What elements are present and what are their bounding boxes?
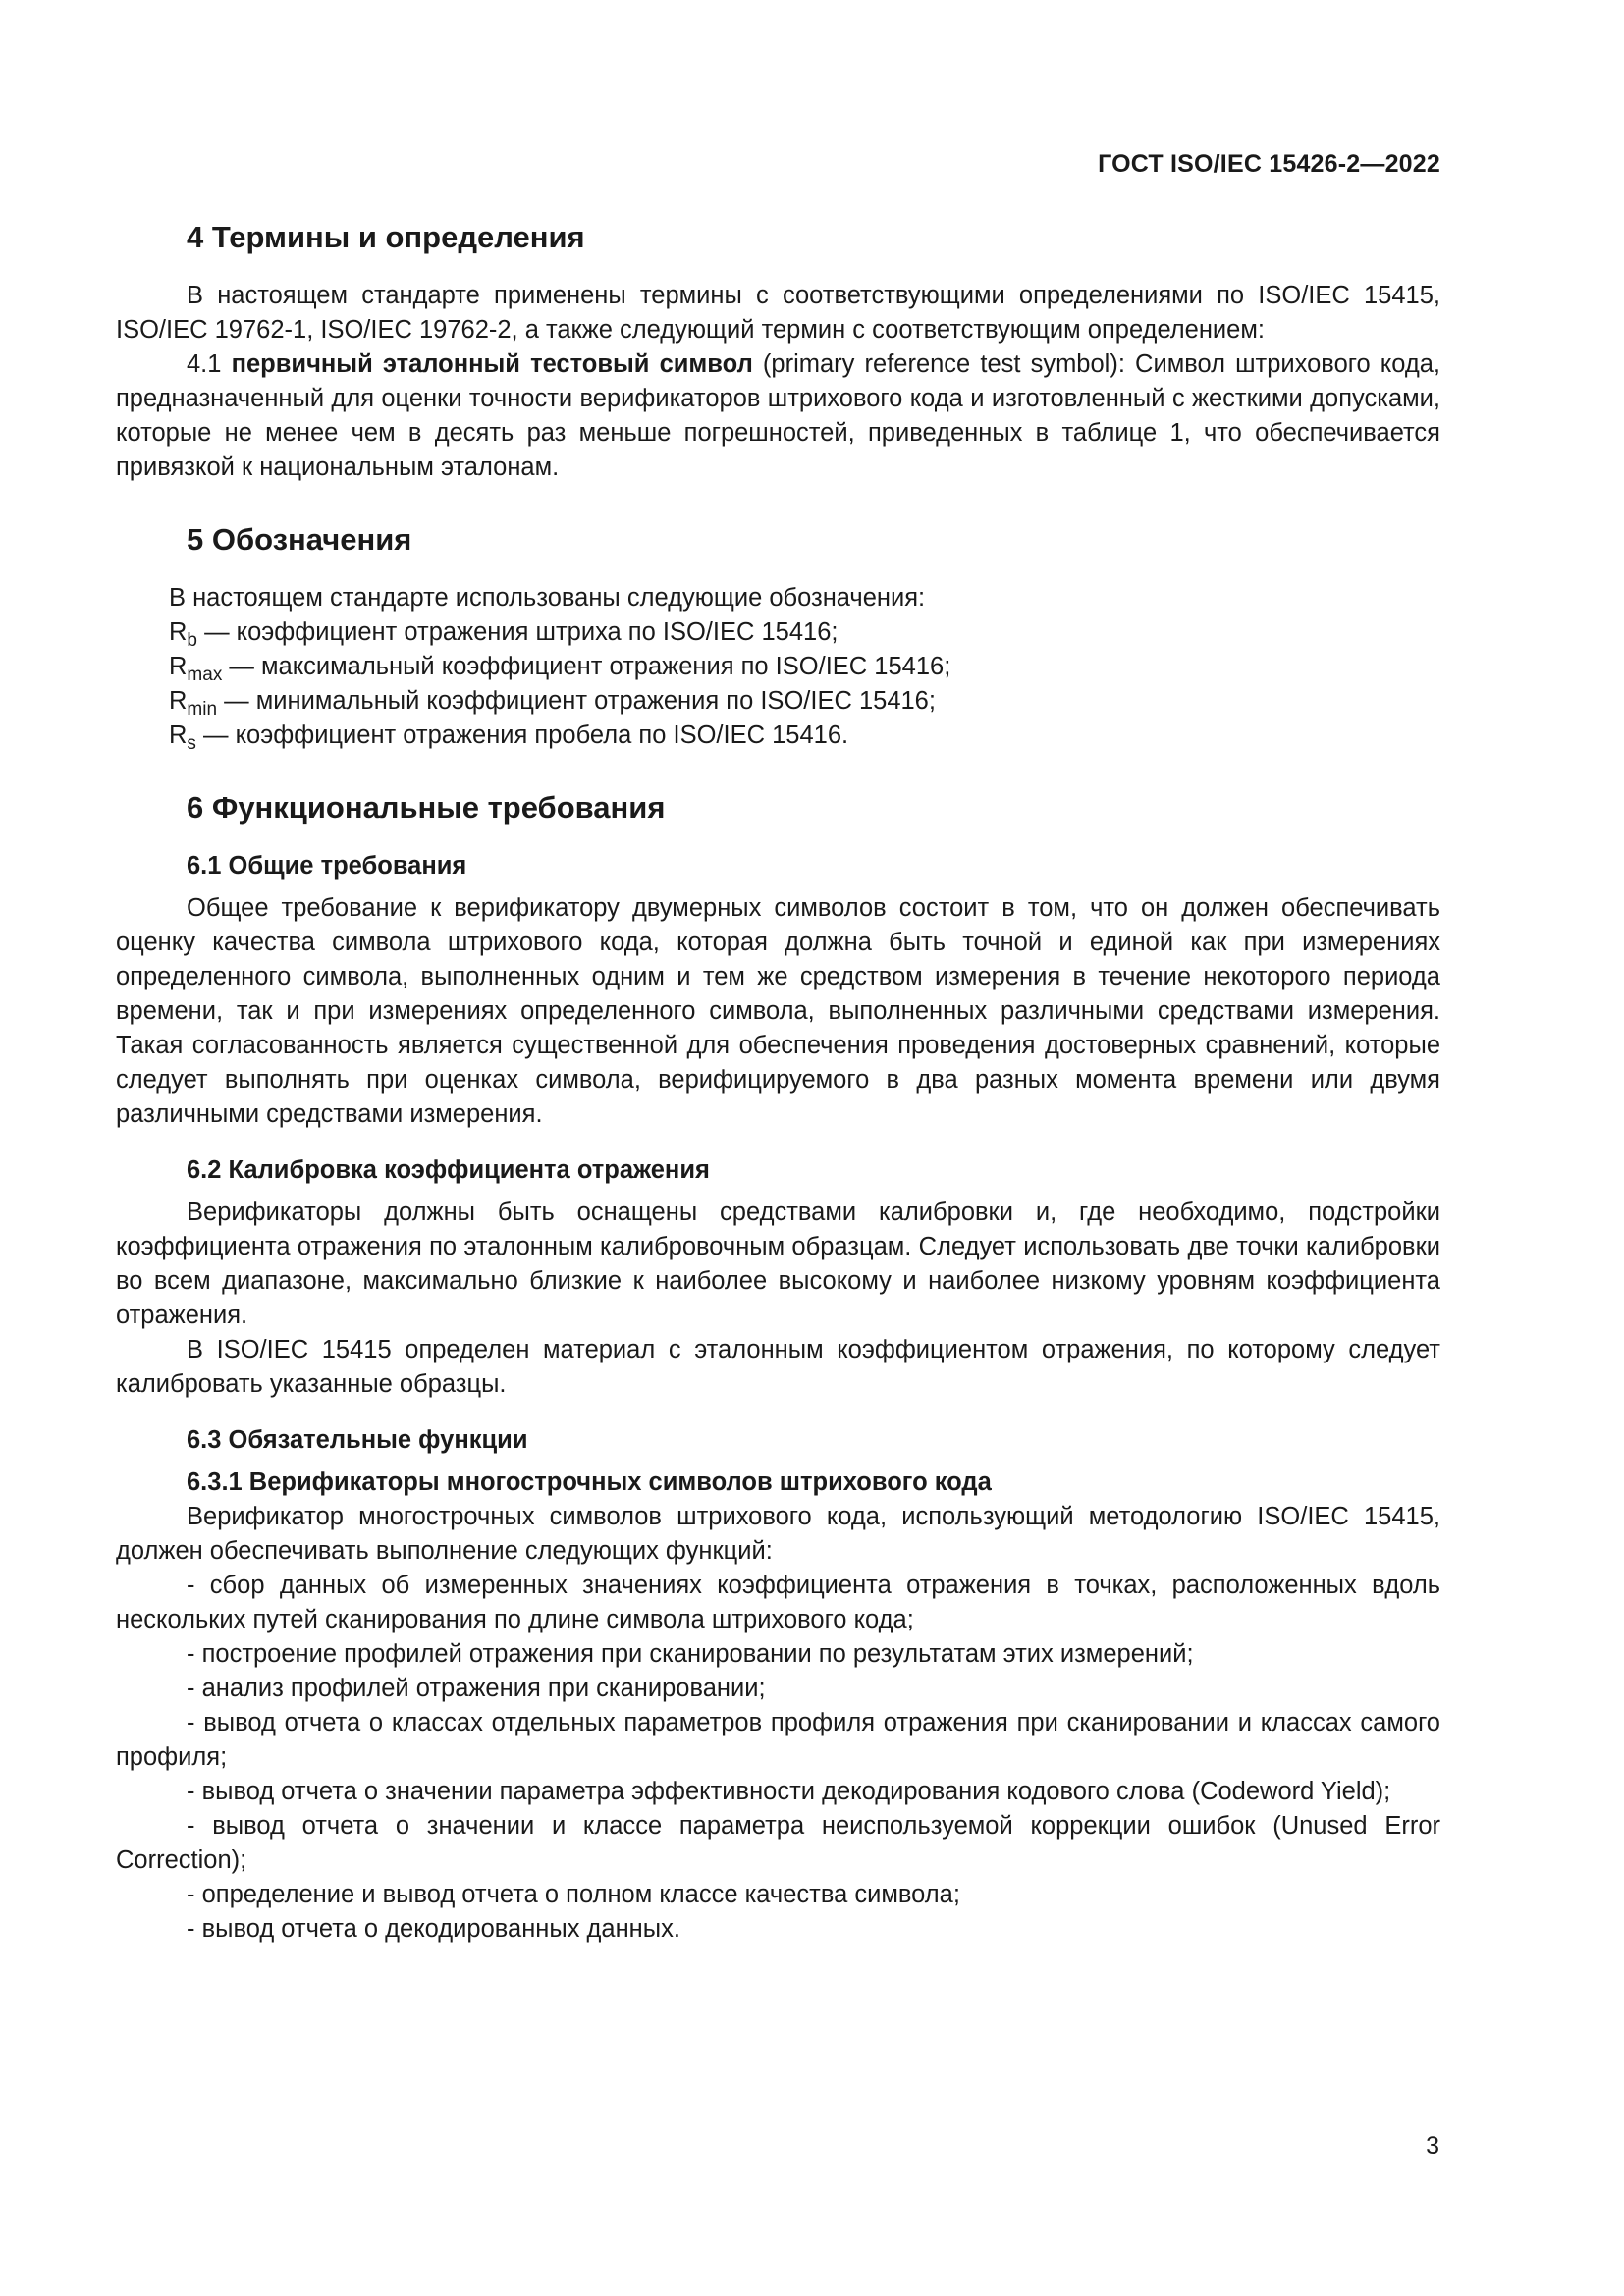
symbol-base: R — [169, 618, 188, 646]
subsection-6-1-text: Общее требование к верификатору двумерных символов состоит в том, что он должен обеспечивать оценку качества символа штрихового кода, которая должна быть точной и единой как при измерениях определенного символа, выполненных одним и тем же средством измерения в течение некоторого периода времени, так и при измерениях определенного символа, выполненных различными средствами измерения. Такая согласованность является существенной для обеспечения проведения достоверных сравнений, которые следует выполнять при оценках символа, верифицируемого в два разных момента времени или двумя различными средствами измерения. — [116, 894, 1440, 1128]
section-4-intro: В настоящем стандарте применены термины с соответствующими определениями по ISO/IEC 15415, ISO/IEC 19762-1, ISO/IEC 19762-2, а также следующий термин с соответствующим определением: — [116, 282, 1440, 344]
section-6-heading: 6 Функциональные требования — [187, 790, 666, 825]
function-list-item: - вывод отчета о классах отдельных параметров профиля отражения при сканировании и классах самого профиля; — [116, 1709, 1440, 1771]
symbol-item — [169, 615, 1440, 650]
section-5-heading: 5 Обозначения — [187, 522, 412, 557]
subsection-6-1-heading: 6.1 Общие требования — [187, 852, 467, 880]
symbol-base: R — [169, 653, 188, 680]
subsection-6-3-heading: 6.3 Обязательные функции — [187, 1426, 528, 1454]
section-5-intro: В настоящем стандарте использованы следующие обозначения: — [169, 584, 926, 612]
page-number: 3 — [1426, 2132, 1439, 2160]
symbol-base: R — [169, 687, 188, 715]
function-list-item: - вывод отчета о декодированных данных. — [187, 1915, 680, 1943]
function-list-item: - вывод отчета о значении параметра эффективности декодирования кодового слова (Codeword Yield); — [187, 1778, 1391, 1805]
function-list-item: - сбор данных об измеренных значениях коэффициента отражения в точках, расположенных вдоль нескольких путей сканирования по длине символа штрихового кода; — [116, 1572, 1440, 1633]
subsection-6-3-1-heading: 6.3.1 Верификаторы многострочных символов штрихового кода — [187, 1468, 992, 1496]
subsection-6-3-1-intro: Верификатор многострочных символов штрихового кода, использующий методологию ISO/IEC 15415, должен обеспечивать выполнение следующих функций: — [116, 1503, 1440, 1565]
function-list-item: - анализ профилей отражения при сканировании; — [187, 1675, 766, 1702]
subsection-6-2-heading: 6.2 Калибровка коэффициента отражения — [187, 1156, 710, 1184]
term-definition: (primary reference test symbol): Символ штрихового кода, предназначенный для оценки точности верификаторов штрихового кода и изготовленный с жесткими допусками, которые не менее чем в десять раз меньше погрешностей, приведенных в таблице 1, что обеспечивается привязкой к национальным эталонам. — [116, 350, 1440, 481]
function-list-item: - определение и вывод отчета о полном классе качества символа; — [187, 1881, 960, 1908]
symbol-item — [169, 684, 1440, 719]
symbol-definition: — коэффициент отражения пробела по ISO/IEC 15416. — [195, 721, 849, 749]
symbol-base: R — [169, 721, 188, 749]
symbol-subscript: max — [187, 665, 223, 685]
term-number: 4.1 — [187, 350, 222, 378]
symbol-item — [169, 719, 1440, 753]
symbol-subscript: s — [187, 733, 196, 754]
term-4-1 — [116, 347, 1440, 485]
function-list-item: - построение профилей отражения при сканировании по результатам этих измерений; — [187, 1640, 1194, 1668]
subsection-6-2-text: Верификаторы должны быть оснащены средствами калибровки и, где необходимо, подстройки коэффициента отражения по эталонным калибровочным образцам. Следует использовать две точки калибровки во всем диапазоне, максимально близкие к наиболее высокому и наиболее низкому уровням коэффициента отражения. — [116, 1199, 1440, 1329]
function-list-item: - вывод отчета о значении и классе параметра неиспользуемой коррекции ошибок (Unused Error Correction); — [116, 1812, 1440, 1874]
document-code-header: ГОСТ ISO/IEC 15426-2—2022 — [1098, 150, 1440, 178]
symbol-item — [169, 650, 1440, 684]
symbol-definition: — минимальный коэффициент отражения по ISO/IEC 15416; — [217, 687, 936, 715]
symbol-subscript: min — [187, 699, 218, 720]
symbol-subscript: b — [187, 630, 197, 651]
page-content — [116, 218, 1440, 1947]
symbol-definition: — максимальный коэффициент отражения по ISO/IEC 15416; — [222, 653, 951, 680]
section-4-heading: 4 Термины и определения — [187, 220, 585, 254]
term-name: первичный эталонный тестовый символ — [231, 350, 753, 378]
subsection-6-2-text: В ISO/IEC 15415 определен материал с эталонным коэффициентом отражения, по которому следует калибровать указанные образцы. — [116, 1336, 1440, 1398]
symbol-definition: — коэффициент отражения штриха по ISO/IEC 15416; — [197, 618, 839, 646]
